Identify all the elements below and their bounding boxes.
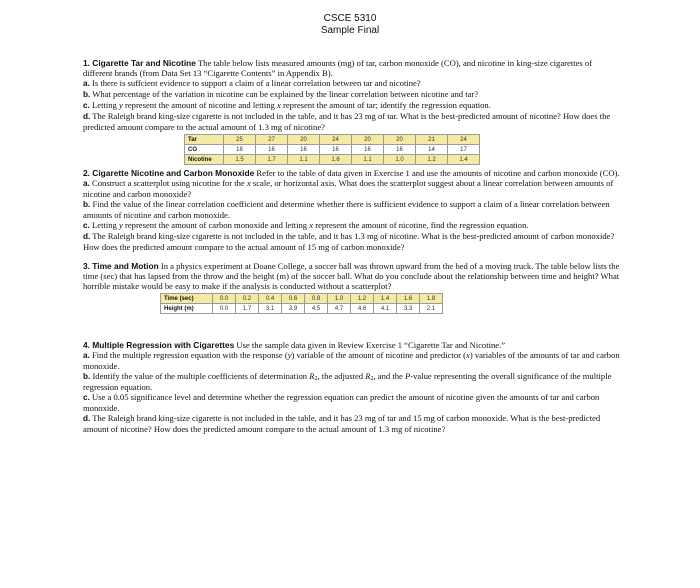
problem-3-heading: 3. Time and Motion bbox=[83, 261, 159, 271]
table-row-nicotine: Nicotine 1.5 1.7 1.1 1.6 1.1 1.0 1.2 1.4 bbox=[185, 155, 480, 165]
problem-1d: d. The Raleigh brand king-size cigarette is not included in the table, and it has 23 mg of tar. What is the best-predicted amount of nicotine? How does the predicted amount compare to the actual amount of 1.3 mg of nicotine? bbox=[83, 111, 611, 132]
exam-content bbox=[83, 58, 623, 434]
course-title: CSCE 5310 bbox=[323, 13, 377, 24]
problem-4-heading: 4. Multiple Regression with Cigarettes bbox=[83, 340, 235, 350]
problem-4 bbox=[83, 340, 623, 434]
table-row-co: CO 18 16 16 16 16 16 14 17 bbox=[185, 145, 480, 155]
table-row-tar: Tar 25 27 20 24 20 20 21 24 bbox=[185, 135, 480, 145]
problem-3 bbox=[83, 261, 623, 314]
problem-1 bbox=[83, 58, 623, 165]
problem-4c: c. Use a 0.05 significance level and determine whether the regression equation can predict the amount of nicotine given the amounts of tar and carbon monoxide. bbox=[83, 392, 600, 413]
problem-4b: b. Identify the value of the multiple coefficients of determination $R_2$, the adjusted $R_2$, and the P-value representing the overall significance of the multiple regression equation. bbox=[83, 371, 612, 392]
problem-2b: b. Find the value of the linear correlation coefficient and determine whether there is sufficient evidence to support a claim of a linear correlation between amounts of nicotine and carbon monoxide. bbox=[83, 199, 610, 220]
problem-2-heading: 2. Cigarette Nicotine and Carbon Monoxide bbox=[83, 168, 255, 178]
problem-4a: a. Find the multiple regression equation with the response (y) variable of the amount of nicotine and predictor (x) variables of the amounts of tar and carbon monoxide. bbox=[83, 350, 620, 371]
problem-1-heading: 1. Cigarette Tar and Nicotine bbox=[83, 58, 196, 68]
problem-2 bbox=[83, 168, 623, 252]
tar-co-nicotine-table bbox=[184, 134, 480, 165]
problem-3-intro: 3. Time and Motion In a physics experiment at Doane College, a soccer ball was thrown upward from the bed of a moving truck. The table below lists the time (sec) that has lapsed from the throw and the height (m) of the soccer ball. What do you conclude about the relationship between time and height? What horrible mistake would be easy to make if the analysis is conducted without a scatterplot? bbox=[83, 261, 620, 291]
problem-2c: c. Letting y represent the amount of carbon monoxide and letting x represent the amount of nicotine, find the regression equation. bbox=[83, 220, 529, 230]
exam-title: Sample Final bbox=[320, 25, 380, 36]
time-height-table bbox=[160, 293, 443, 314]
page-title bbox=[0, 13, 700, 37]
problem-1c: c. Letting y represent the amount of nicotine and letting x represent the amount of tar; identify the regression equation. bbox=[83, 100, 491, 110]
problem-4d: d. The Raleigh brand king-size cigarette is not included in the table, and it has 23 mg of tar and 15 mg of carbon monoxide. What is the best-predicted amount of nicotine? How does the predicted amount compare to the actual amount of 1.3 mg of nicotine? bbox=[83, 413, 601, 434]
table-row-time: Time (sec) 0.0 0.2 0.4 0.6 0.8 1.0 1.2 1.4 1.6 1.8 bbox=[161, 294, 443, 304]
problem-1a: a. Is there is suffcient evidence to support a claim of a linear correlation between tar and nicotine? bbox=[83, 78, 421, 88]
problem-1b: b. What percentage of the variation in nicotine can be explained by the linear correlation between nicotine and tar? bbox=[83, 89, 479, 99]
problem-2a: a. Construct a scatterplot using nicotine for the x scale, or horizontal axis. What does the scatterplot suggest about a linear correlation between amounts of nicotine and carbon monoxide? bbox=[83, 178, 614, 199]
problem-2d: d. The Raleigh brand king-size cigarette is not included in the table, and it has 1.3 mg of nicotine. What is the best-predicted amount of carbon monoxide? How does the predicted amount compare to the actual amount of 15 mg of carbon monoxide? bbox=[83, 231, 615, 252]
problem-2-intro: 2. Cigarette Nicotine and Carbon Monoxide Refer to the table of data given in Exercise 1 and use the amounts of nicotine and carbon monoxide (CO). bbox=[83, 168, 620, 178]
problem-4-intro: 4. Multiple Regression with Cigarettes Use the sample data given in Review Exercise 1 “Cigarette Tar and Nicotine.” bbox=[83, 340, 506, 350]
problem-1-intro: 1. Cigarette Tar and Nicotine The table below lists measured amounts (mg) of tar, carbon monoxide (CO), and nicotine in king-size cigarettes of different brands (from Data Set 13 “Cigarette Contents” in Appendix B). bbox=[83, 58, 593, 78]
table-row-height: Height (m) 0.0 1.7 3.1 3.9 4.5 4.7 4.6 4.1 3.3 2.1 bbox=[161, 304, 443, 314]
